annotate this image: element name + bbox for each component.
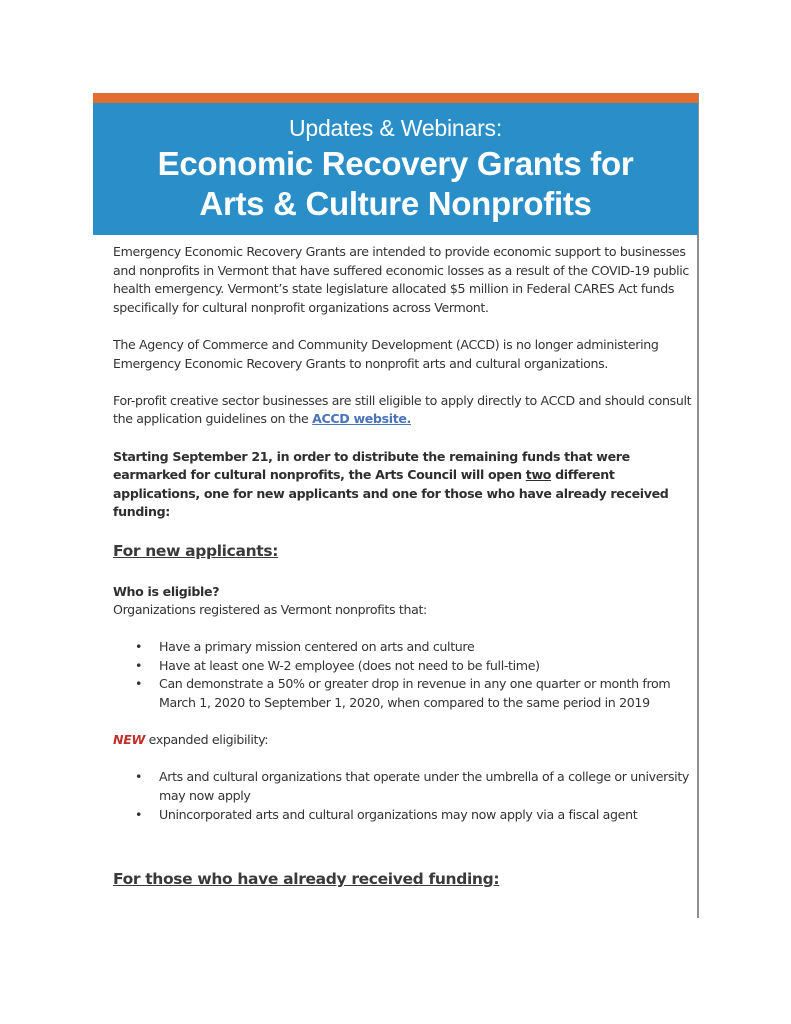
eligibility-intro: Organizations registered as Vermont nonprofits that: [113, 602, 427, 618]
page-title-line-1: Economic Recovery Grants for [157, 145, 634, 182]
section-heading-new-applicants: For new applicants: [113, 541, 279, 560]
intro-paragraph-1: Emergency Economic Recovery Grants are intended to provide economic support to businesses and nonprofits in Vermont that have suffered economic losses as a result of the COVID-19 public health emergency. Vermont’s state legislature allocated $5 million in Federal CARES Act funds specifically for cultural nonprofit organizations across Vermont. [113, 244, 689, 315]
header-band [93, 103, 698, 235]
list-item [113, 806, 693, 825]
bullet-icon: • [135, 769, 143, 785]
header-accent-bar [93, 93, 698, 103]
section-heading-already-funded: For those who have already received funding: [113, 869, 500, 888]
intro-paragraph-2: The Agency of Commerce and Community Development (ACCD) is no longer administering Emergency Economic Recovery Grants to nonprofit arts and cultural organizations. [113, 336, 659, 371]
list-item-text: Have at least one W-2 employee (does not need to be full-time) [159, 657, 540, 673]
list-item [113, 675, 693, 712]
spacer [113, 843, 693, 865]
page-title [93, 144, 698, 224]
intro-paragraph-3-text: For-profit creative sector businesses are still eligible to apply directly to ACCD and should consult the application guidelines on the [113, 392, 692, 427]
new-tag: NEW [113, 732, 145, 748]
accd-website-link[interactable]: ACCD website. [312, 411, 411, 427]
list-item-text: Unincorporated arts and cultural organizations may now apply via a fiscal agent [159, 806, 638, 822]
list-item [113, 657, 693, 676]
eligibility-heading: Who is eligible? [113, 583, 220, 599]
expanded-eligibility-label [113, 731, 693, 750]
bullet-icon: • [135, 676, 143, 692]
bullet-icon: • [135, 657, 143, 673]
announcement-paragraph [113, 448, 693, 522]
list-item [113, 638, 693, 657]
eligibility-criteria-list [113, 638, 693, 712]
bullet-icon: • [135, 806, 143, 822]
intro-paragraph-3 [113, 392, 693, 429]
announcement-text-after: different applications, one for new applicants and one for those who have already received funding: [113, 467, 669, 520]
list-item-text: Have a primary mission centered on arts and culture [159, 639, 475, 655]
document-body [113, 243, 693, 911]
list-item-text: Arts and cultural organizations that operate under the umbrella of a college or university may now apply [159, 769, 690, 804]
bullet-icon: • [135, 639, 143, 655]
header-subtitle: Updates & Webinars: [288, 115, 503, 141]
list-item-text: Can demonstrate a 50% or greater drop in revenue in any one quarter or month from March 1, 2020 to September 1, 2020, when compared to the same period in 2019 [159, 676, 671, 711]
expanded-eligibility-list [113, 768, 693, 824]
page-title-line-2: Arts & Culture Nonprofits [199, 185, 592, 222]
announcement-emphasis: two [525, 467, 552, 483]
expanded-eligibility-text: expanded eligibility: [144, 732, 269, 748]
header-banner [93, 93, 698, 235]
announcement-text-before: Starting September 21, in order to distribute the remaining funds that were earmarked for cultural nonprofits, the Arts Council will open [113, 448, 630, 483]
list-item [113, 768, 693, 805]
